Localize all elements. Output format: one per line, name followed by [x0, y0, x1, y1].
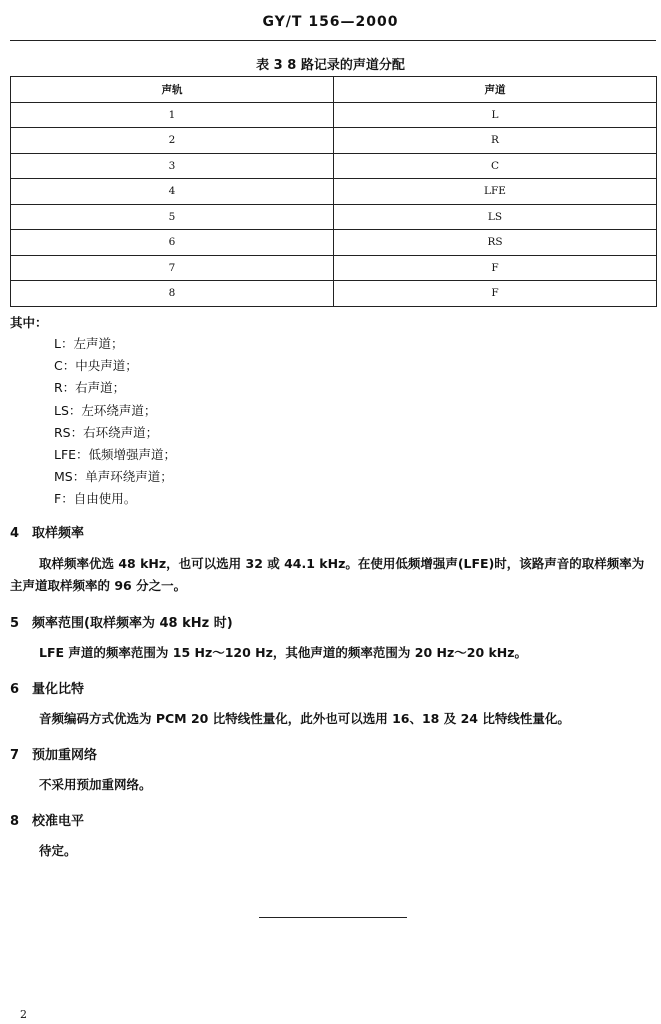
- section-heading: [10, 744, 97, 763]
- channel-cell: LS: [334, 204, 657, 230]
- table-row: [11, 102, 657, 128]
- section-title: 预加重网络: [32, 748, 98, 763]
- legend-item: LFE：低频增强声道；: [54, 446, 177, 462]
- section-number: 8: [10, 814, 20, 829]
- track-cell: 8: [11, 281, 334, 307]
- column-header: 声轨: [11, 77, 334, 103]
- section-heading: [10, 810, 84, 829]
- legend-item: F：自由使用。: [54, 491, 137, 507]
- legend-item: LS：左环绕声道；: [54, 402, 157, 418]
- section-body: 取样频率优选 48 kHz，也可以选用 32 或 44.1 kHz。在使用低频增强声(LFE)时，该路声音的取样频率为主声道取样频率的 96 分之一。: [10, 556, 645, 593]
- channel-cell: F: [334, 255, 657, 281]
- channel-cell: R: [334, 128, 657, 154]
- track-cell: 2: [11, 128, 334, 154]
- end-rule: [259, 917, 407, 918]
- channel-legend: [54, 333, 176, 511]
- section-heading: [10, 522, 84, 541]
- section-body: 音频编码方式优选为 PCM 20 比特线性量化，此外也可以选用 16、18 及 24 比特线性量化。: [39, 711, 570, 726]
- page-number: 2: [20, 1008, 27, 1021]
- legend-item: L：左声道；: [54, 336, 124, 351]
- channel-cell: C: [334, 153, 657, 179]
- section-title: 频率范围(取样频率为 48 kHz 时): [32, 616, 233, 631]
- table-row: [11, 153, 657, 179]
- section-body: 不采用预加重网络。: [39, 777, 152, 792]
- table-row: [11, 230, 657, 256]
- notes-intro: 其中：: [10, 315, 48, 330]
- table-row: [11, 255, 657, 281]
- section-title: 校准电平: [32, 814, 85, 829]
- legend-item: C：中央声道；: [54, 358, 138, 374]
- channel-cell: LFE: [334, 179, 657, 205]
- document-header: GY/T 156—2000: [262, 14, 399, 30]
- track-cell: 7: [11, 255, 334, 281]
- track-cell: 4: [11, 179, 334, 205]
- table-row: [11, 179, 657, 205]
- legend-item: MS：单声环绕声道；: [54, 469, 173, 485]
- channel-cell: RS: [334, 230, 657, 256]
- table-title: 表 3 8 路记录的声道分配: [256, 58, 405, 73]
- section-number: 7: [10, 748, 20, 763]
- track-cell: 6: [11, 230, 334, 256]
- track-cell: 5: [11, 204, 334, 230]
- column-header: 声道: [334, 77, 657, 103]
- legend-item: R：右声道；: [54, 380, 126, 396]
- section-heading: [10, 612, 233, 631]
- section-number: 5: [10, 616, 20, 631]
- track-cell: 1: [11, 102, 334, 128]
- table-row: [11, 128, 657, 154]
- section-title: 量化比特: [32, 682, 85, 697]
- header-rule: [10, 40, 656, 41]
- section-number: 4: [10, 526, 20, 541]
- legend-item: RS：右环绕声道；: [54, 424, 159, 440]
- channel-cell: L: [334, 102, 657, 128]
- channel-assignment-table: [10, 76, 657, 307]
- section-number: 6: [10, 682, 20, 697]
- section-title: 取样频率: [32, 526, 85, 541]
- table-row: [11, 204, 657, 230]
- track-cell: 3: [11, 153, 334, 179]
- table-header-row: [11, 77, 657, 103]
- table-row: [11, 281, 657, 307]
- section-body: 待定。: [39, 843, 77, 858]
- channel-cell: F: [334, 281, 657, 307]
- section-heading: [10, 678, 84, 697]
- section-body: LFE 声道的频率范围为 15 Hz～120 Hz，其他声道的频率范围为 20 Hz～20 kHz。: [39, 645, 528, 660]
